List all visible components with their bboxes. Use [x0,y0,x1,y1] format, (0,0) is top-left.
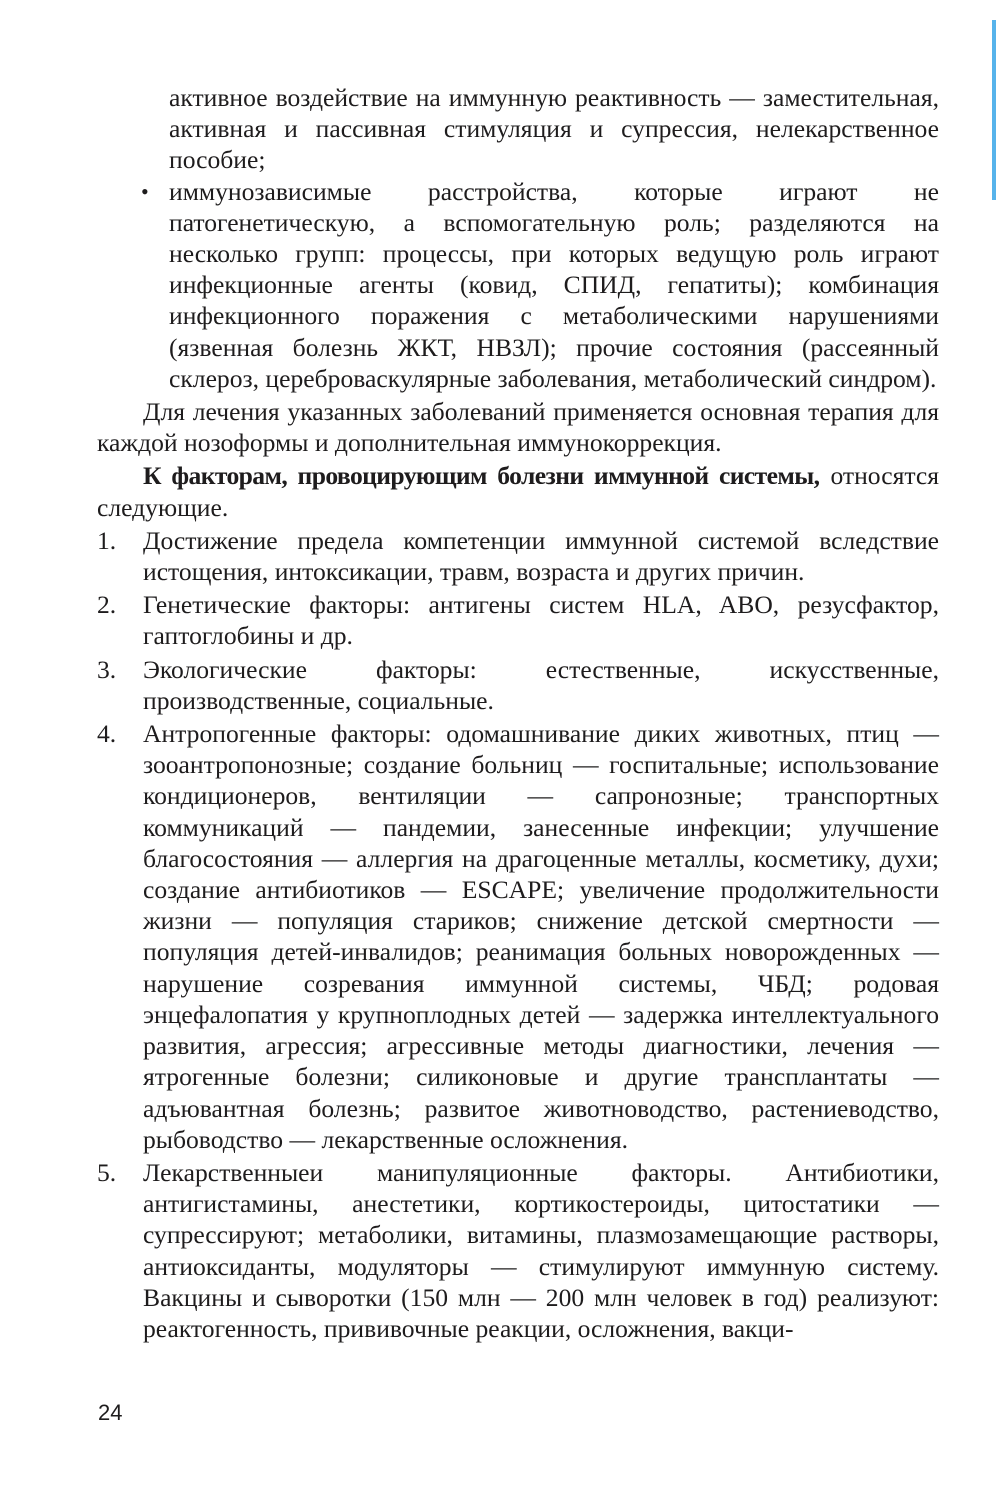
list-item [97,1157,939,1344]
bullet-text: иммунозависимые расстройства, которые играют не патогенетическую, а вспомогательную роль; разделяются на несколько групп: процессы, при которых ведущую роль играют инфекционные агенты (ковид, СПИД, гепатиты); комбинация инфекционного поражения с метаболическими нарушениями (язвенная болезнь ЖКТ, НВЗЛ); прочие состояния (рассеянный склероз, цереброваскулярные заболевания, метаболический синдром). [169,176,939,393]
bullet-item [141,176,939,394]
page-number: 24 [98,1400,123,1425]
list-item-number: 5. [97,1157,117,1187]
list-item [97,718,939,1155]
list-item-number: 4. [97,719,117,749]
paragraph-factors [97,460,939,522]
list-item-number: 1. [97,525,117,555]
list-item [97,589,939,651]
list-item [97,654,939,716]
paragraph-factors-bold: К факторам, провоцирующим болезни иммунной системы, [143,461,820,491]
paragraph-factors-rest: относятся следующие. [97,461,939,522]
scan-edge-mark [992,20,996,200]
list-item-text: Генетические факторы: антигены систем HLA, ABO, резусфактор, гаптоглобины и др. [143,590,939,651]
bullet-marker: • [141,178,149,204]
list-item-number: 2. [97,590,117,620]
page-body [97,82,939,1344]
list-item-text: Достижение предела компетенции иммунной системой вследствие истощения, интоксикации, травм, возраста и других причин. [143,525,939,587]
list-item-text: Экологические факторы: естественные, искусственные, производственные, социальные. [143,654,939,715]
paragraph-treatment: Для лечения указанных заболеваний применяется основная терапия для каждой нозоформы и дополнительная иммунокоррекция. [97,397,939,458]
list-item-number: 3. [97,654,117,684]
continuation-text: активное воздействие на иммунную реактивность — заместительная, активная и пассивная стимуляция и супрессия, нелекарственное пособие; [169,83,939,175]
list-item-text: Антропогенные факторы: одомашнивание диких животных, птиц — зооантропонозные; создание больниц — госпитальные; использование кондиционеров, вентиляции — сапронозные; транспортных коммуникаций — пандемии, занесенные инфекции; улучшение благосостояния — аллергия на драгоценные металлы, косметику, духи; создание антибиотиков — ESCAPE; увеличение продолжительности жизни — популяция стариков; снижение детской смертности — популяция детей-инвалидов; реанимация больных новорожденных — нарушение созревания иммунной системы, ЧБД; родовая энцефалопатия у крупноплодных детей — задержка интеллектуального развития, агрессия; агрессивные методы диагностики, лечения — ятрогенные болезни; силиконовые и другие трансплантаты — адъювантная болезнь; развитое животноводство, растениеводство, рыбоводство — лекарственные осложнения. [143,719,939,1154]
list-item-text: Лекарственныеи манипуляционные факторы. Антибиотики, антигистамины, анестетики, кортикостероиды, цитостатики — супрессируют; метаболики, витамины, плазмозамещающие растворы, антиоксиданты, модуляторы — стимулируют иммунную систему. Вакцины и сыворотки (150 млн — 200 млн человек в год) реализуют: реактогенность, прививочные реакции, осложнения, вакци- [143,1157,939,1343]
list-item [97,525,939,587]
